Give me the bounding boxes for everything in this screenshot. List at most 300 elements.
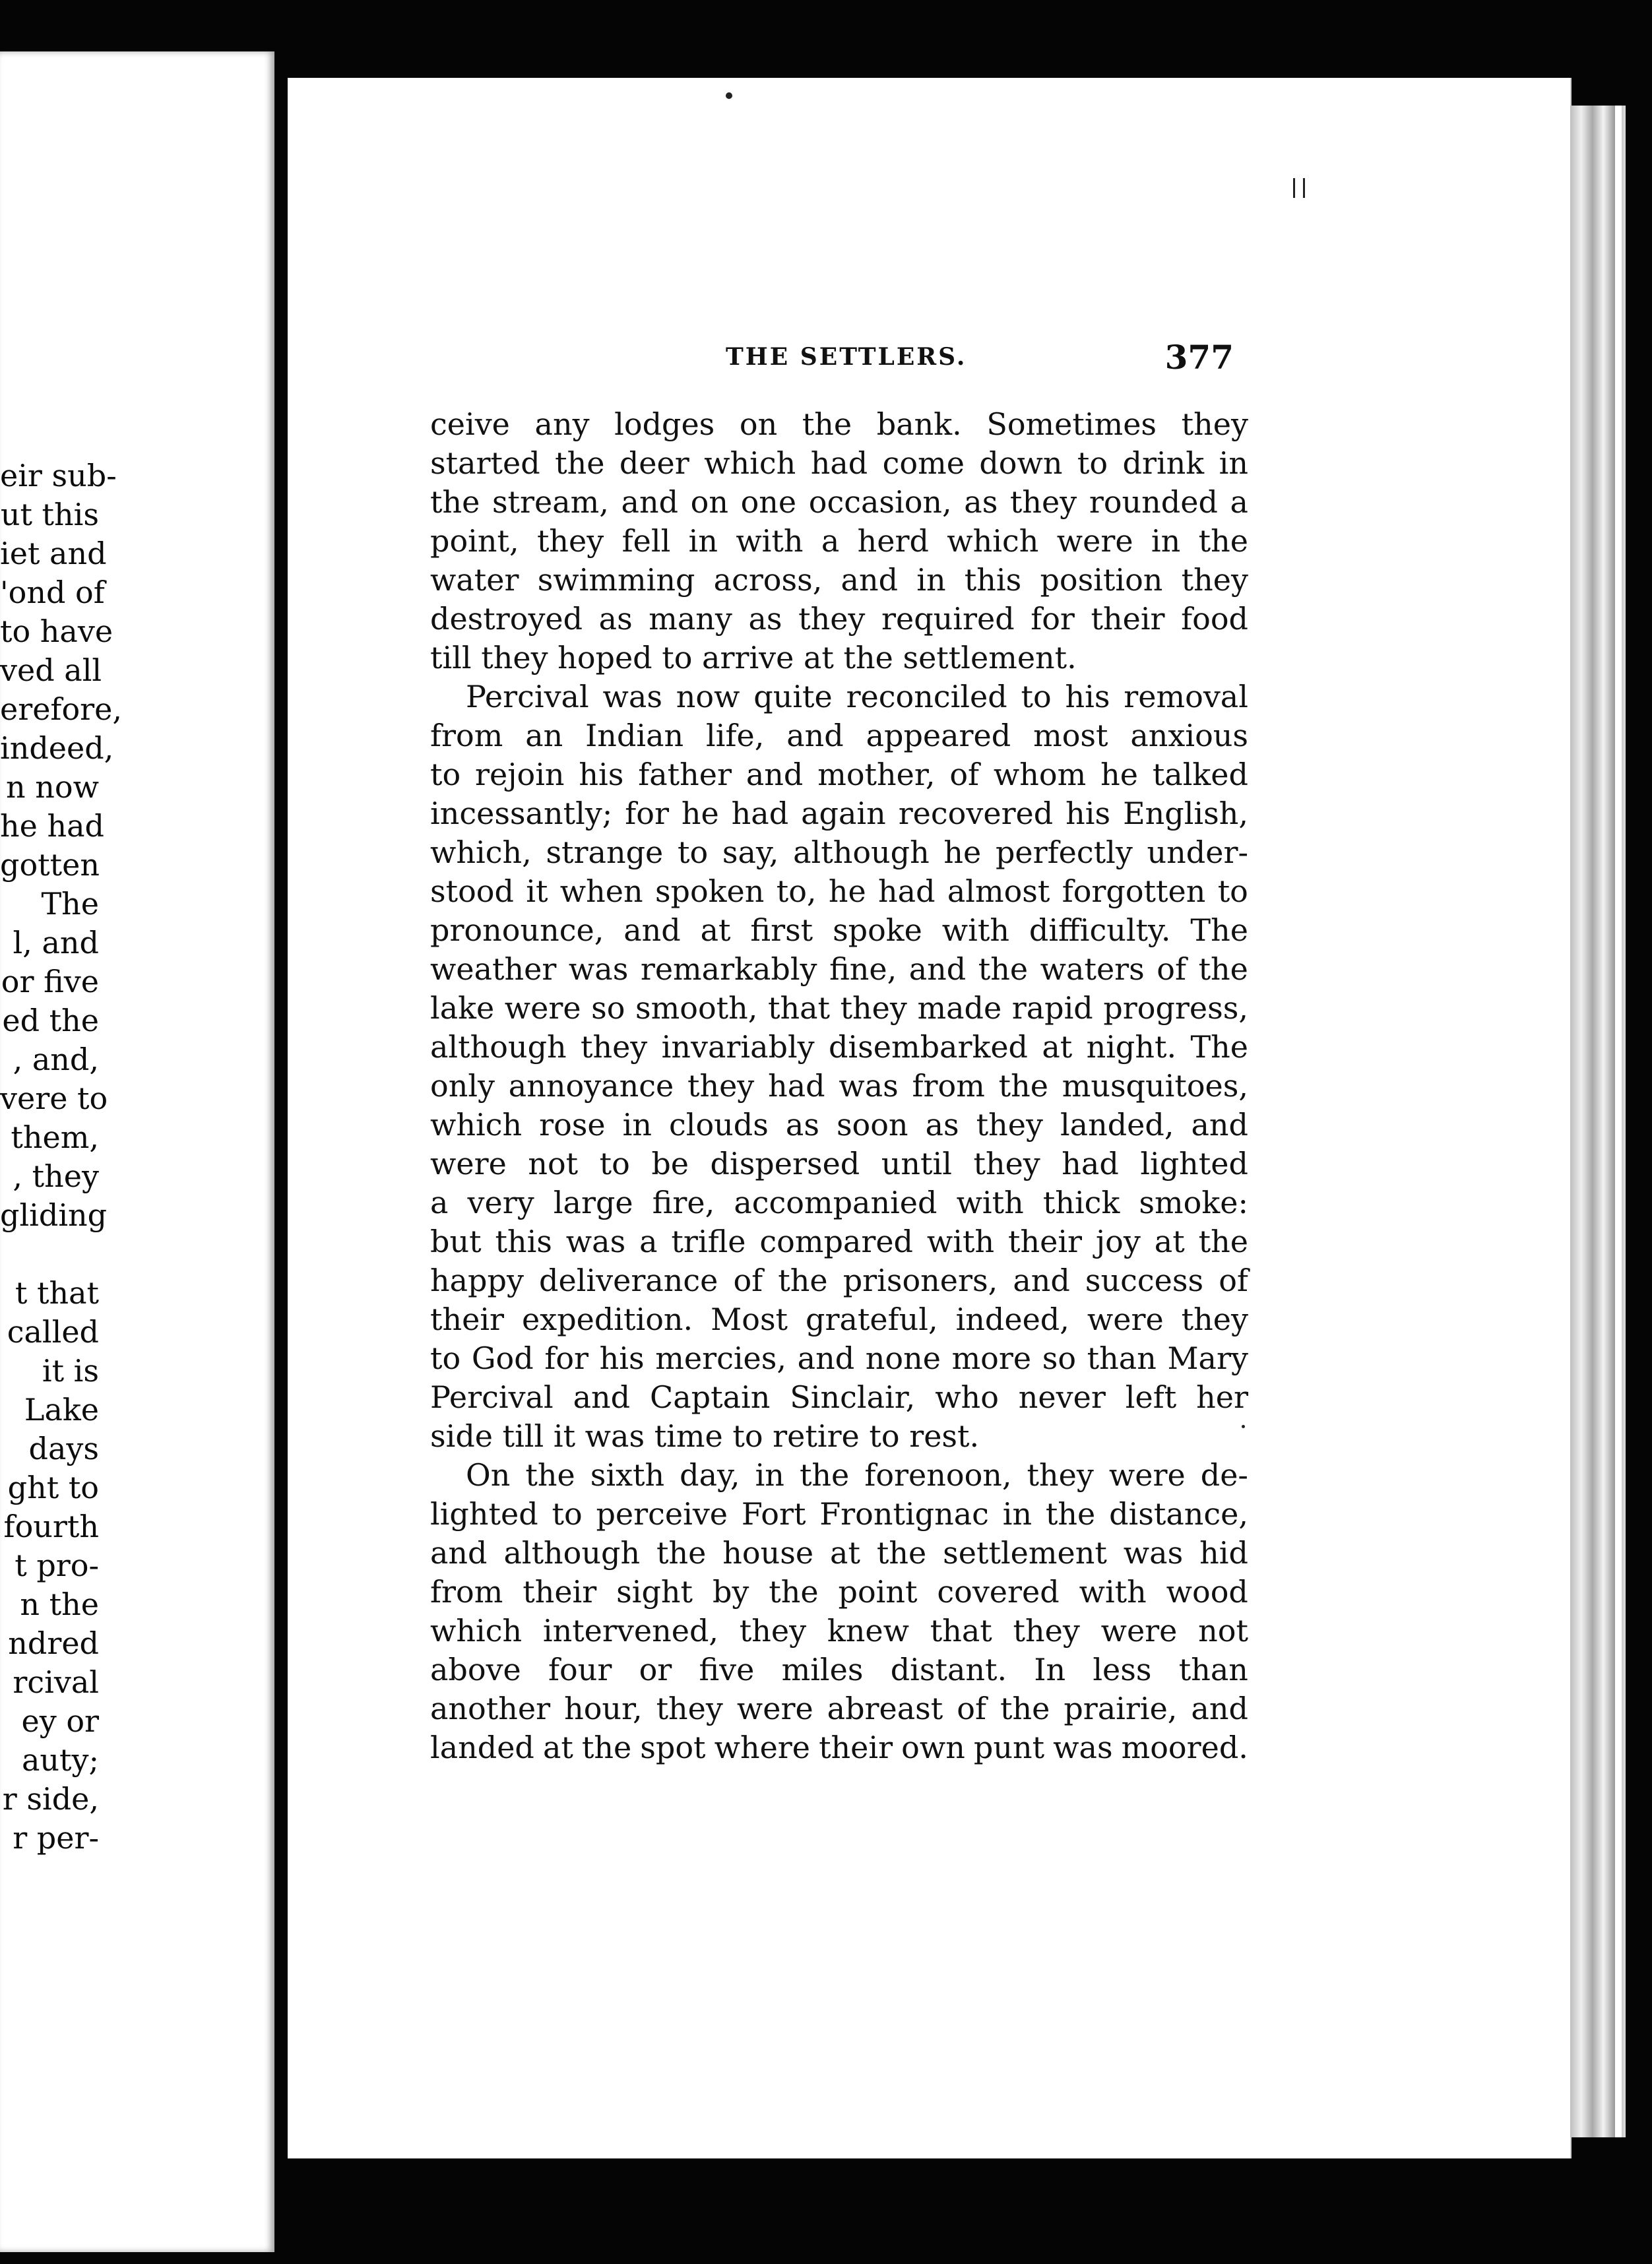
word: of: [1157, 951, 1187, 987]
word: ceive: [430, 406, 510, 442]
text-line: [430, 755, 1248, 794]
word: and: [797, 1340, 855, 1376]
word: recovered: [898, 796, 1054, 831]
previous-page-line-fragment: n the: [20, 1587, 99, 1622]
text-line: [430, 1067, 1248, 1106]
word: almost: [947, 873, 1050, 909]
word: on: [690, 484, 728, 520]
word: sight: [616, 1574, 693, 1610]
word: an: [525, 718, 563, 753]
word: four: [548, 1652, 612, 1687]
word: down: [979, 445, 1063, 481]
page-number: 377: [1164, 338, 1234, 377]
word: this: [495, 1224, 552, 1259]
previous-page-line-fragment: called: [7, 1314, 99, 1350]
word: in: [1151, 523, 1181, 559]
text-line: [430, 1183, 1248, 1222]
word: now: [676, 679, 740, 714]
word: with: [956, 1185, 1024, 1220]
word: perfectly: [995, 834, 1133, 870]
word: the: [555, 445, 605, 481]
word: from: [430, 1574, 503, 1610]
word: was: [839, 1068, 899, 1104]
word: they: [1027, 1457, 1094, 1493]
word: de-: [1200, 1457, 1248, 1493]
word: was: [1123, 1535, 1184, 1571]
word: spoken: [654, 873, 765, 909]
running-head: THE SETTLERS.: [726, 343, 967, 371]
scan-speck: [1303, 178, 1305, 198]
word: Indian: [585, 718, 684, 753]
word: when: [559, 873, 643, 909]
word: was: [568, 951, 629, 987]
word: they: [739, 1613, 807, 1649]
word: by: [712, 1574, 749, 1610]
word: drink: [1122, 445, 1205, 481]
word: not: [528, 1146, 579, 1181]
word: stream,: [492, 484, 609, 520]
word: difficulty.: [1029, 912, 1171, 948]
word: landed,: [1060, 1107, 1174, 1143]
word: and: [623, 912, 681, 948]
word: Percival: [466, 679, 589, 714]
word: where: [714, 1730, 811, 1765]
word: they: [1013, 1613, 1080, 1649]
text-line: [430, 1456, 1248, 1495]
word: father: [638, 757, 732, 792]
word: indeed,: [955, 1302, 1069, 1337]
word: with: [1079, 1574, 1147, 1610]
word: and: [621, 484, 679, 520]
word: of: [733, 1263, 763, 1298]
text-line: [430, 872, 1248, 911]
previous-page: [0, 51, 274, 2252]
word: miles: [781, 1652, 864, 1687]
word: anxious: [1130, 718, 1248, 753]
word: invariably: [661, 1029, 815, 1065]
word: herd: [857, 523, 929, 559]
word: perceive: [596, 1496, 728, 1532]
word: were: [1087, 1302, 1164, 1337]
word: in: [1002, 1496, 1032, 1532]
word: landed: [430, 1730, 534, 1765]
word: were: [1056, 523, 1133, 559]
word: prairie,: [1064, 1691, 1178, 1726]
word: joy: [1095, 1224, 1141, 1259]
word: the: [778, 1263, 828, 1298]
previous-page-line-fragment: n now: [6, 769, 99, 805]
word: progress,: [1103, 990, 1248, 1026]
text-line: [430, 677, 1248, 716]
word: their: [819, 1730, 893, 1765]
word: the: [998, 1068, 1048, 1104]
word: and: [746, 757, 804, 792]
word: to: [430, 757, 461, 792]
word: The: [1190, 912, 1248, 948]
previous-page-line-fragment: ght to: [7, 1470, 99, 1505]
word: sixth: [590, 1457, 665, 1493]
word: it: [526, 873, 548, 909]
word: any: [534, 406, 590, 442]
previous-page-line-fragment: [0, 1235, 99, 1274]
word: with: [736, 523, 804, 559]
word: The: [1190, 1029, 1248, 1065]
text-line: [430, 794, 1248, 833]
word: with: [941, 912, 1009, 948]
word: as: [925, 1107, 959, 1143]
word: at: [830, 1535, 860, 1571]
word: rounded: [1089, 484, 1218, 520]
text-line: [430, 1651, 1248, 1689]
word: come: [882, 445, 965, 481]
word: most: [1033, 718, 1108, 753]
word: only: [430, 1068, 495, 1104]
word: wood: [1166, 1574, 1248, 1610]
word: hour,: [564, 1691, 643, 1726]
word: dispersed: [710, 1146, 860, 1181]
word: they: [536, 523, 604, 559]
word: his: [599, 1340, 645, 1376]
text-line: [430, 989, 1248, 1028]
word: expedition.: [522, 1302, 693, 1337]
word: was: [1053, 1730, 1113, 1765]
word: than: [1178, 1652, 1248, 1687]
word: Most: [711, 1302, 788, 1337]
word: remarkably: [640, 951, 817, 987]
previous-page-line-fragment: gotten: [0, 847, 100, 883]
page-header: [726, 338, 1234, 384]
word: to: [1021, 679, 1052, 714]
word: Mary: [1167, 1340, 1248, 1376]
word: thick: [1042, 1185, 1120, 1220]
word: he: [943, 834, 982, 870]
word: his: [1065, 679, 1110, 714]
word: whom: [993, 757, 1087, 792]
text-line: [430, 1145, 1248, 1183]
word: lighted: [430, 1496, 538, 1532]
word: they: [656, 1691, 723, 1726]
text-line: [430, 444, 1248, 483]
text-line: [430, 1339, 1248, 1378]
word: the: [799, 1457, 850, 1493]
word: Frontignac: [819, 1496, 989, 1532]
word: or: [639, 1652, 672, 1687]
word: as: [785, 1107, 819, 1143]
word: deliverance: [539, 1263, 718, 1298]
word: the: [769, 1574, 819, 1610]
word: his: [579, 757, 624, 792]
word: in: [755, 1457, 784, 1493]
word: distant.: [890, 1652, 1007, 1687]
previous-page-line-fragment: , and,: [13, 1042, 99, 1077]
previous-page-line-fragment: r side,: [2, 1781, 99, 1817]
previous-page-line-fragment: indeed,: [0, 730, 114, 766]
word: the: [1198, 951, 1248, 987]
word: spot: [640, 1730, 706, 1765]
word: smooth,: [635, 990, 758, 1026]
word: reconciled: [846, 679, 1007, 714]
word: the: [656, 1535, 707, 1571]
previous-page-line-fragment: fourth: [3, 1509, 99, 1544]
word: for: [625, 796, 669, 831]
text-line: [430, 833, 1248, 872]
text-line: [430, 483, 1248, 522]
previous-page-line-fragment: iet and: [0, 536, 107, 571]
word: prisoners,: [842, 1263, 998, 1298]
previous-page-line-fragment: to have: [0, 613, 113, 649]
word: life,: [706, 718, 765, 753]
word: the: [1198, 1224, 1248, 1259]
word: although: [793, 834, 930, 870]
word: his: [1065, 796, 1111, 831]
word: success: [1085, 1263, 1204, 1298]
word: forenoon,: [864, 1457, 1012, 1493]
word: they: [1181, 562, 1248, 598]
word: had: [731, 796, 789, 831]
word: to: [677, 834, 709, 870]
word: required: [881, 601, 1015, 637]
word: a: [1230, 484, 1248, 520]
word: rose: [539, 1107, 606, 1143]
word: disembarked: [828, 1029, 1028, 1065]
word: Sometimes: [986, 406, 1157, 442]
word: he: [1100, 757, 1138, 792]
word: hid: [1199, 1535, 1248, 1571]
word: he: [828, 873, 866, 909]
word: her: [1196, 1379, 1248, 1415]
word: punt: [973, 1730, 1045, 1765]
word: was: [602, 679, 662, 714]
word: were: [430, 1146, 507, 1181]
word: were: [504, 990, 581, 1026]
previous-page-line-fragment: l, and: [13, 925, 99, 960]
word: incessantly;: [430, 796, 613, 831]
word: annoyance: [508, 1068, 674, 1104]
word: many: [649, 601, 732, 637]
word: and: [573, 1379, 631, 1415]
word: a: [430, 1185, 449, 1220]
word: had: [878, 873, 936, 909]
scan-speck: [1293, 178, 1295, 198]
word: left: [1125, 1379, 1177, 1415]
word: large: [553, 1185, 633, 1220]
previous-page-line-fragment: ut this: [0, 497, 99, 532]
word: which: [704, 445, 796, 481]
word: distance,: [1109, 1496, 1248, 1532]
previous-page-line-fragment: t that: [15, 1275, 99, 1311]
word: intervened,: [542, 1613, 719, 1649]
word: and: [908, 951, 967, 987]
word: in: [1219, 445, 1248, 481]
word: accompanied: [734, 1185, 937, 1220]
text-line: [430, 1534, 1248, 1573]
previous-page-line-fragment: ed the: [2, 1003, 99, 1038]
previous-page-line-fragment: gliding: [0, 1197, 108, 1233]
word: they: [1181, 1302, 1248, 1337]
word: as: [964, 484, 998, 520]
word: lighted: [1140, 1146, 1248, 1181]
word: own: [901, 1730, 965, 1765]
text-line: [430, 1300, 1248, 1339]
word: moored.: [1121, 1730, 1248, 1765]
word: and: [841, 562, 899, 598]
word: mother,: [817, 757, 936, 792]
word: although: [430, 1029, 567, 1065]
word: which: [947, 523, 1039, 559]
word: were: [1100, 1613, 1178, 1649]
word: soon: [836, 1107, 908, 1143]
word: they: [973, 1146, 1040, 1181]
word: talked: [1152, 757, 1248, 792]
word: were: [1108, 1457, 1186, 1493]
word: fine,: [829, 951, 897, 987]
word: and: [786, 718, 844, 753]
previous-page-line-fragment: Lake: [24, 1392, 99, 1428]
word: that: [930, 1613, 992, 1649]
word: from: [912, 1068, 985, 1104]
text-line: [430, 522, 1248, 561]
text-line: [430, 1728, 1248, 1767]
word: rapid: [1011, 990, 1093, 1026]
previous-page-line-fragment: , they: [13, 1158, 99, 1194]
word: the: [581, 1730, 632, 1765]
word: and: [1013, 1263, 1070, 1298]
word: and: [1191, 1107, 1248, 1143]
previous-page-line-fragment: vere to: [0, 1081, 108, 1116]
word: a: [639, 1224, 658, 1259]
word: which: [430, 1613, 523, 1649]
word: the: [876, 1535, 927, 1571]
word: covered: [937, 1574, 1060, 1610]
word: they: [1009, 484, 1077, 520]
text-line: [430, 1378, 1248, 1417]
word: so: [1042, 1340, 1077, 1376]
word: smoke:: [1139, 1185, 1248, 1220]
word: made: [917, 990, 1002, 1026]
word: Percival: [430, 1379, 554, 1415]
word: at: [700, 912, 731, 948]
word: their: [1007, 1224, 1083, 1259]
word: water: [430, 562, 519, 598]
word: Captain: [650, 1379, 771, 1415]
word: had: [810, 445, 868, 481]
word: the: [525, 1457, 575, 1493]
word: another: [430, 1691, 551, 1726]
word: night.: [1086, 1029, 1177, 1065]
word: English,: [1123, 796, 1248, 831]
word: he: [681, 796, 719, 831]
word: and: [430, 1535, 488, 1571]
word: one: [740, 484, 797, 520]
word: knew: [827, 1613, 909, 1649]
previous-page-line-fragment: t pro-: [15, 1548, 99, 1583]
word: they: [976, 1107, 1043, 1143]
word: fell: [621, 523, 671, 559]
word: to: [1077, 445, 1108, 481]
word: until: [881, 1146, 952, 1181]
text-line: [430, 1261, 1248, 1300]
word: to: [1217, 873, 1248, 909]
word: were: [736, 1691, 813, 1726]
word: very: [467, 1185, 534, 1220]
word: they: [687, 1068, 755, 1104]
text-line: [430, 1689, 1248, 1728]
previous-page-line-fragment: erefore,: [0, 691, 122, 727]
word: to: [430, 1340, 461, 1376]
word: to,: [776, 873, 817, 909]
word: rejoin: [475, 757, 565, 792]
word: above: [430, 1652, 521, 1687]
word: as: [748, 601, 782, 637]
word: Fort: [741, 1496, 806, 1532]
word: the: [978, 951, 1029, 987]
word: lake: [430, 990, 495, 1026]
word: they: [1181, 406, 1248, 442]
word: the: [430, 484, 480, 520]
word: Sinclair,: [790, 1379, 916, 1415]
word: deer: [619, 445, 689, 481]
text-line: [430, 1495, 1248, 1534]
word: on: [739, 406, 778, 442]
word: be: [651, 1146, 689, 1181]
word: their: [430, 1302, 505, 1337]
word: forgotten: [1062, 873, 1206, 909]
word: of: [957, 1691, 986, 1726]
word: point: [838, 1574, 918, 1610]
word: compared: [759, 1224, 913, 1259]
text-line: [430, 911, 1248, 950]
word: In: [1034, 1652, 1066, 1687]
word: say,: [722, 834, 779, 870]
word: at: [1154, 1224, 1185, 1259]
previous-page-line-fragment: ey or: [21, 1703, 99, 1739]
text-line: [430, 950, 1248, 989]
previous-page-line-fragment: ndred: [8, 1625, 99, 1661]
word: so: [591, 990, 625, 1026]
word: point,: [430, 523, 519, 559]
word: position: [1040, 562, 1163, 598]
word: had: [768, 1068, 825, 1104]
word: to: [599, 1146, 630, 1181]
previous-page-line-fragment: it is: [42, 1353, 99, 1389]
word: occasion,: [808, 484, 952, 520]
word: in: [622, 1107, 652, 1143]
word: at: [542, 1730, 573, 1765]
word: the: [1000, 1691, 1050, 1726]
previous-page-line-fragment: or five: [1, 964, 99, 999]
word: their: [1091, 601, 1165, 637]
word: lodges: [614, 406, 715, 442]
word: spoke: [833, 912, 922, 948]
word: God: [471, 1340, 534, 1376]
previous-page-text: [0, 456, 122, 1858]
word: although: [503, 1535, 641, 1571]
word: never: [1018, 1379, 1106, 1415]
word: strange: [546, 834, 664, 870]
previous-page-line-fragment: The: [41, 886, 99, 922]
word: destroyed: [430, 601, 583, 637]
word: as: [598, 601, 633, 637]
scan-speck: [726, 92, 732, 99]
word: house: [722, 1535, 814, 1571]
word: they: [798, 601, 866, 637]
word: waters: [1040, 951, 1145, 987]
word: in: [916, 562, 946, 598]
word: was: [565, 1224, 626, 1259]
word: that: [767, 990, 830, 1026]
text-line: side till it was time to retire to rest.: [430, 1418, 980, 1454]
word: with: [926, 1224, 995, 1259]
